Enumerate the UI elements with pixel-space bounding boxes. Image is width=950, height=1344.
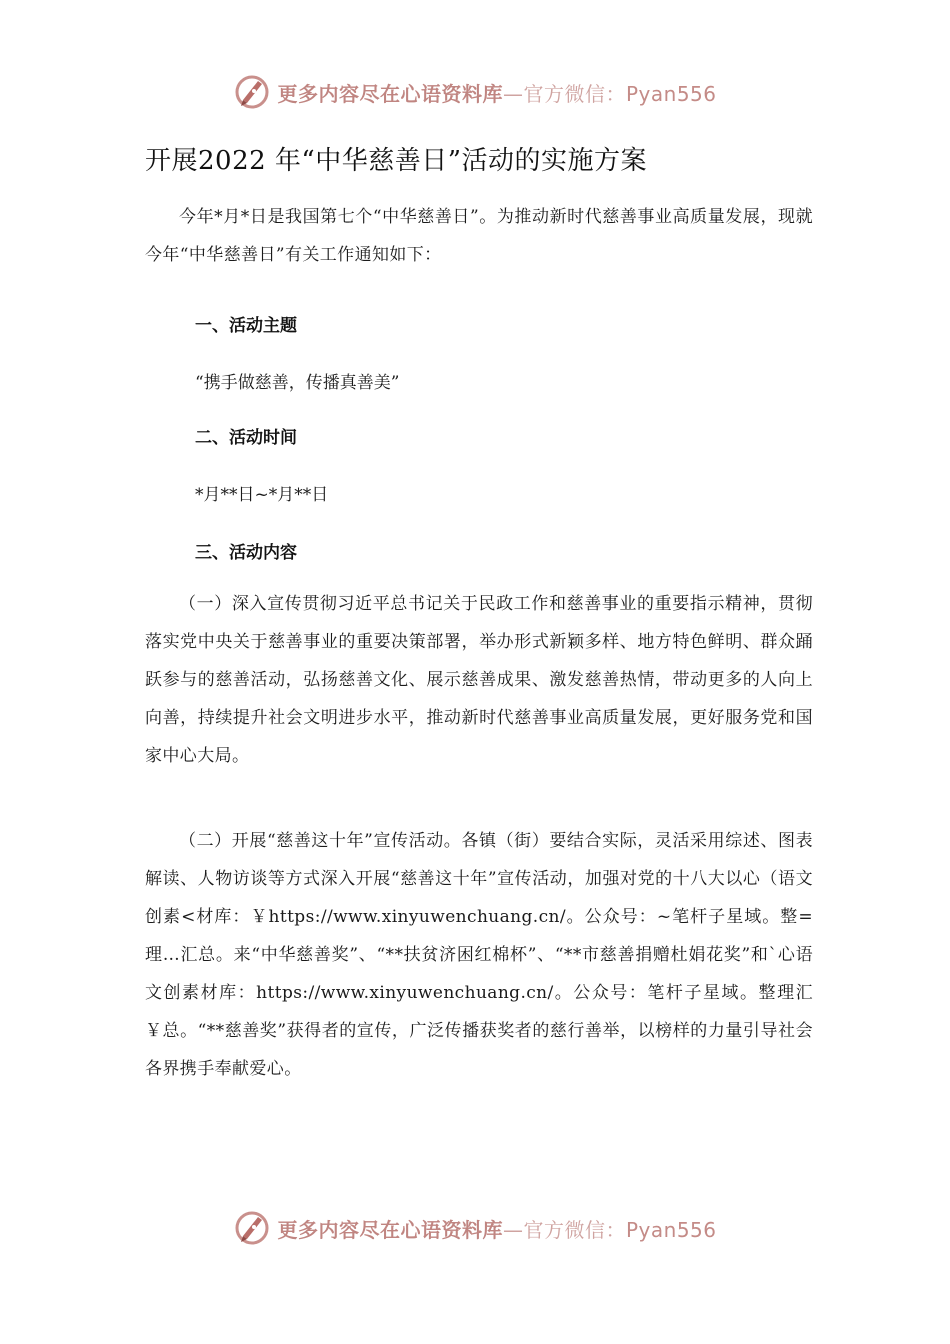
header-watermark-banner [0, 70, 950, 114]
document-title: 开展2022 年“中华慈善日”活动的实施方案 [145, 146, 648, 176]
footer-watermark-banner [0, 1206, 950, 1250]
banner-text-part2: 心语资料库 [400, 1217, 503, 1242]
section1-text: “携手做慈善，传播真善美” [195, 373, 400, 393]
pen-logo-icon [233, 73, 271, 111]
section3-heading: 三、活动内容 [195, 543, 297, 563]
banner-text [277, 1214, 716, 1243]
section2-heading: 二、活动时间 [195, 428, 297, 448]
section2-text: *月**日~*月**日 [195, 485, 329, 505]
banner-text-part1: 更多内容尽在 [277, 1217, 401, 1242]
banner-text-part1: 更多内容尽在 [277, 81, 401, 106]
banner-text-part4: Pyan556 [625, 81, 717, 106]
banner-text-part3: —官方微信： [502, 81, 626, 106]
banner-text-part3: —官方微信： [502, 1217, 626, 1242]
content-item-2: （二）开展“慈善这十年”宣传活动。各镇（街）要结合实际，灵活采用综述、图表解读、人物访谈等方式深入开展“慈善这十年”宣传活动，加强对党的十八大以心（语文创素<材库：￥https://www.xinyuwenchuang.cn/。公众号：~笔杆子星域。整=理…汇总。来“中华慈善奖”、“**扶贫济困红棉杯”、“**市慈善捐赠杜娟花奖”和`心语文创素材库：https://www.xinyuwenchuang.cn/。公众号：笔杆子星域。整理汇￥总。“**慈善奖”获得者的宣传，广泛传播获奖者的慈行善举，以榜样的力量引导社会各界携手奉献爱心。 [145, 831, 813, 1079]
banner-text [277, 78, 716, 107]
content-item-1: （一）深入宣传贯彻习近平总书记关于民政工作和慈善事业的重要指示精神，贯彻落实党中央关于慈善事业的重要决策部署，举办形式新颖多样、地方特色鲜明、群众踊跃参与的慈善活动，弘扬慈善文化、展示慈善成果、激发慈善热情，带动更多的人向上向善，持续提升社会文明进步水平，推动新时代慈善事业高质量发展，更好服务党和国家中心大局。 [145, 594, 813, 766]
banner-text-part4: Pyan556 [625, 1217, 717, 1242]
banner-text-part2: 心语资料库 [400, 81, 503, 106]
intro-paragraph: 今年*月*日是我国第七个“中华慈善日”。为推动新时代慈善事业高质量发展，现就今年“中华慈善日”有关工作通知如下： [145, 207, 813, 265]
section1-heading: 一、活动主题 [195, 316, 297, 336]
pen-logo-icon [233, 1209, 271, 1247]
